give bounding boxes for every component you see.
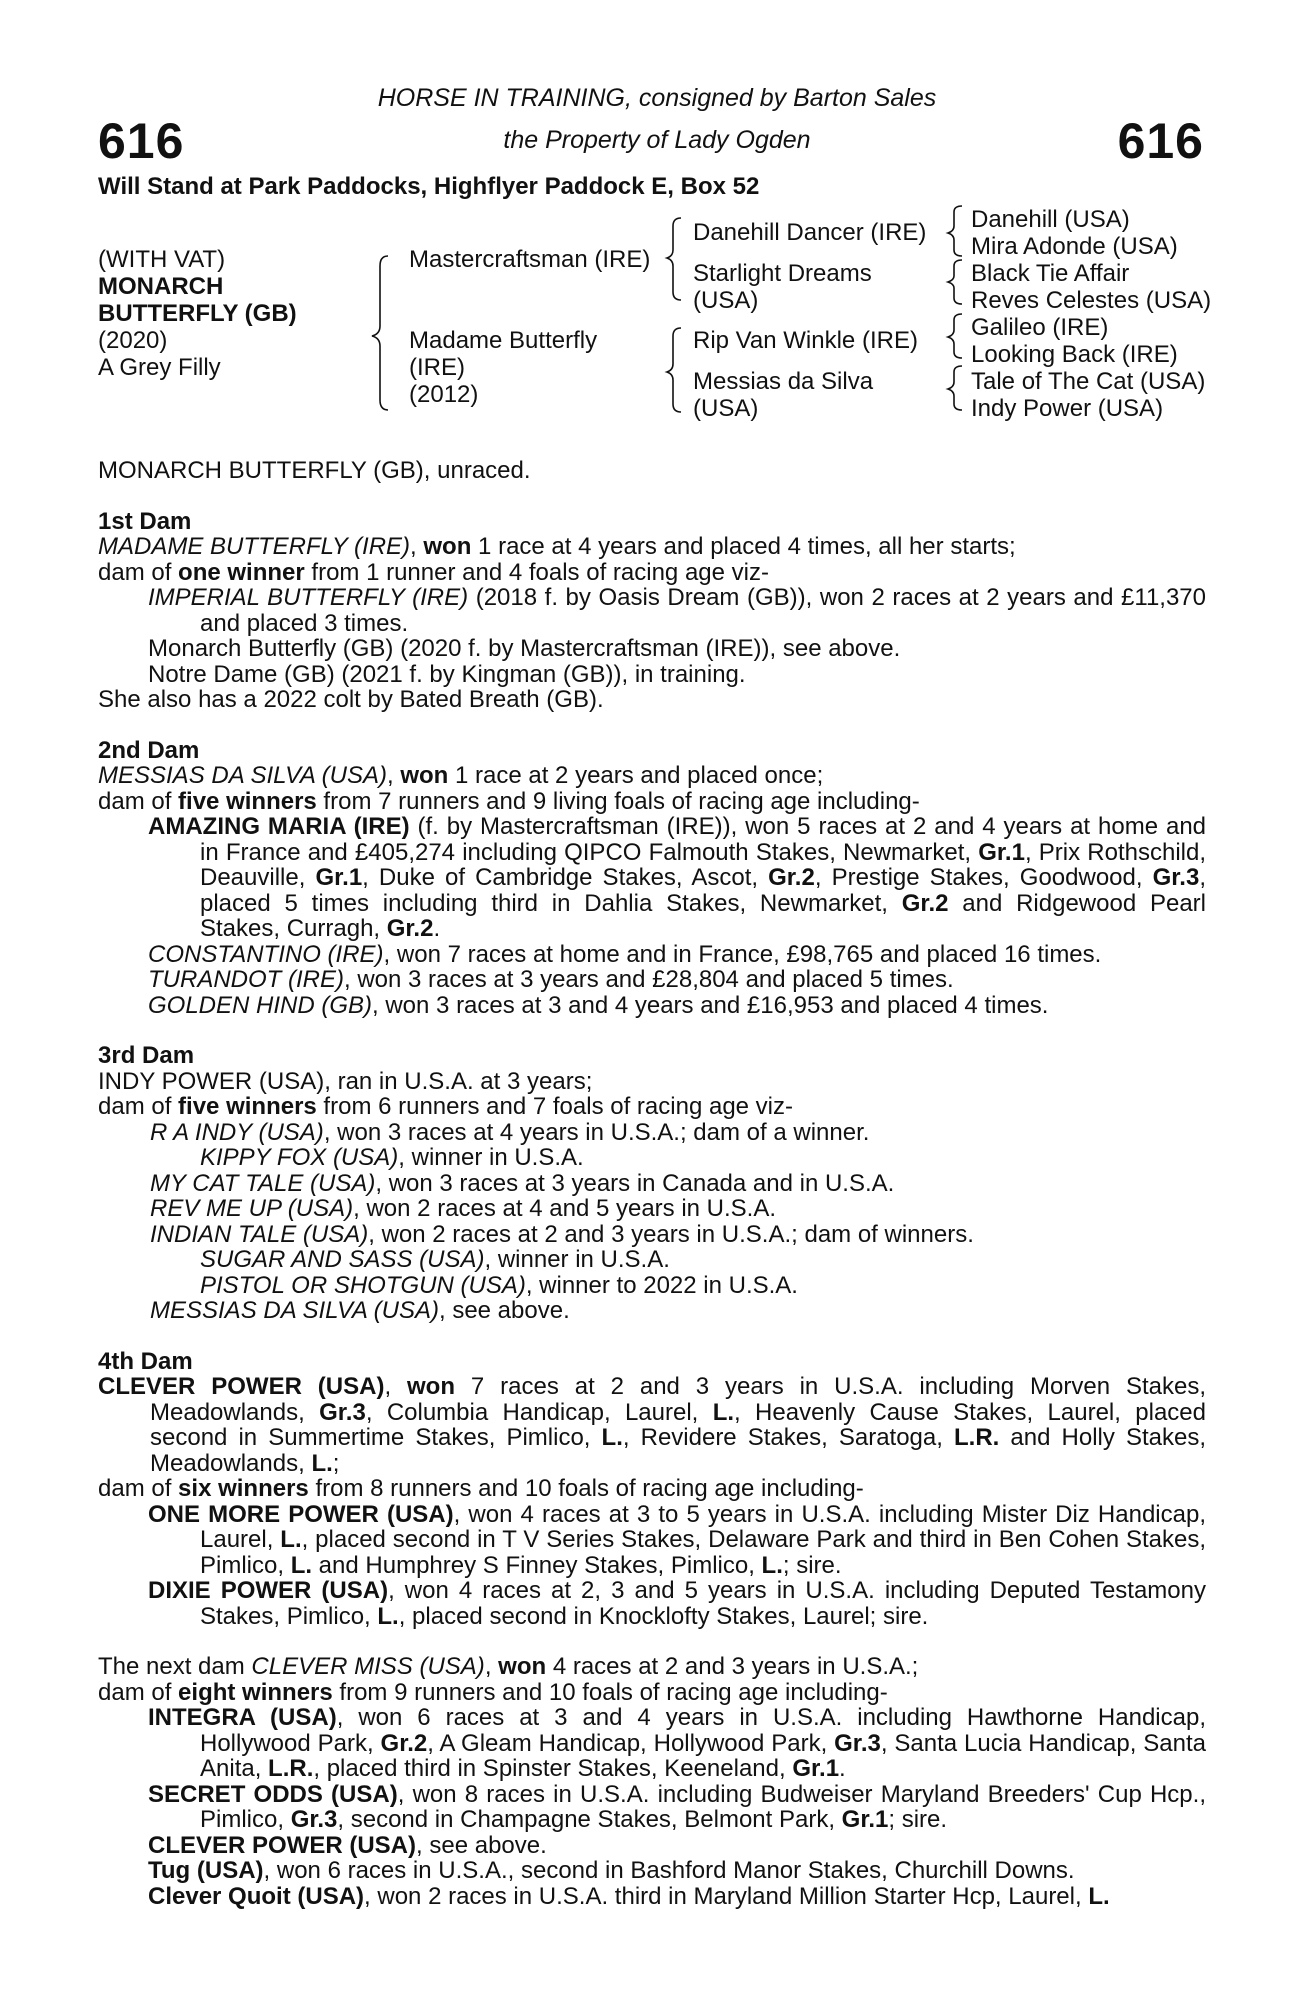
- dam-line: The next dam CLEVER MISS (USA), won 4 races at 2 and 3 years in U.S.A.;: [98, 1653, 919, 1680]
- dam-line3: (2012): [409, 381, 479, 408]
- dam-line: MADAME BUTTERFLY (IRE), won 1 race at 4 years and placed 4 times, all her starts;: [98, 533, 1016, 560]
- dam-dam-line1: Messias da Silva: [693, 368, 874, 395]
- produce-entry: MY CAT TALE (USA), won 3 races at 3 years in Canada and in U.S.A.: [150, 1169, 895, 1197]
- brace-dd: [948, 366, 962, 410]
- produce-entry: TURANDOT (IRE), won 3 races at 3 years and £28,804 and placed 5 times.: [148, 966, 954, 993]
- produce-summary: dam of six winners from 8 runners and 10 foals of racing age including-: [98, 1475, 864, 1502]
- dam-dam-line2: (USA): [693, 395, 759, 422]
- brace-main: [372, 256, 388, 410]
- section-heading: 1st Dam: [98, 507, 192, 535]
- sire-dam-line2: (USA): [693, 287, 759, 314]
- sire-dam-line1: Starlight Dreams: [693, 260, 872, 287]
- section-heading: 2nd Dam: [98, 736, 200, 764]
- first-dam-section: [98, 509, 1206, 713]
- dam-sire-dam: Looking Back (IRE): [971, 341, 1178, 368]
- produce-entry: CLEVER POWER (USA), see above.: [148, 1831, 547, 1859]
- foaling-year: (2020): [98, 327, 168, 354]
- horse-description: A Grey Filly: [98, 354, 221, 381]
- intro-line: MONARCH BUTTERFLY (GB), unraced.: [98, 457, 531, 484]
- third-dam-section: [98, 1043, 1206, 1324]
- sire-sire: Danehill Dancer (IRE): [693, 219, 927, 246]
- sire: Mastercraftsman (IRE): [409, 246, 651, 273]
- dam-dam-sire: Tale of The Cat (USA): [971, 368, 1206, 395]
- fourth-dam-section: [98, 1349, 1206, 1630]
- dam-line: INDY POWER (USA), ran in U.S.A. at 3 years;: [98, 1067, 593, 1095]
- produce-entry: Clever Quoit (USA), won 2 races in U.S.A. third in Maryland Million Starter Hcp, Laurel, L.: [148, 1882, 1110, 1910]
- produce-summary: dam of five winners from 6 runners and 7 foals of racing age viz-: [98, 1093, 794, 1120]
- produce-summary: dam of five winners from 7 runners and 9 living foals of racing age including-: [98, 787, 920, 815]
- dam-line1: Madame Butterfly: [409, 327, 598, 354]
- sire-dam-sire: Black Tie Affair: [971, 260, 1130, 287]
- property-line: the Property of Lady Ogden: [503, 126, 811, 154]
- dam-sire: Rip Van Winkle (IRE): [693, 327, 918, 354]
- produce-entry: R A INDY (USA), won 3 races at 4 years in U.S.A.; dam of a winner.: [150, 1118, 870, 1146]
- produce-summary: dam of eight winners from 9 runners and 10 foals of racing age including-: [98, 1678, 888, 1706]
- dam-line: CLEVER POWER (USA), won 7 races at 2 and 3 years in U.S.A. including Morven Stakes, Meadowlands, Gr.3, Columbia Handicap, Laurel, L., Heavenly Cause Stakes, Laurel, placed second in Summertime Stakes, Pimlico, L., Revidere Stakes, Saratoga, L.R. and Holly Stakes, Meadowlands, L.;: [98, 1373, 1206, 1477]
- sire-sire-dam: Mira Adonde (USA): [971, 233, 1178, 260]
- dam-line: MESSIAS DA SILVA (USA), won 1 race at 2 years and placed once;: [98, 762, 824, 789]
- produce-entry: Tug (USA), won 6 races in U.S.A., second in Bashford Manor Stakes, Churchill Downs.: [148, 1857, 1075, 1884]
- pedigree-notes: [98, 458, 1206, 1909]
- produce-entry: Monarch Butterfly (GB) (2020 f. by Mastercraftsman (IRE)), see above.: [148, 635, 901, 662]
- dam-name: MADAME BUTTERFLY (IRE): [98, 533, 411, 560]
- produce-entry: ONE MORE POWER (USA), won 4 races at 3 to 5 years in U.S.A. including Mister Diz Handicap, Laurel, L., placed second in T V Series Stakes, Delaware Park and third in Ben Cohen Stakes, Pimlico, L. and Humphrey S Finney Stakes, Pimlico, L.; sire.: [148, 1500, 1207, 1579]
- vat-note: (WITH VAT): [98, 246, 226, 273]
- grand-produce-entry: KIPPY FOX (USA), winner in U.S.A.: [200, 1144, 584, 1171]
- brace-sd: [948, 260, 962, 304]
- lot-number-right: 616: [1117, 113, 1204, 169]
- sire-sire-sire: Danehill (USA): [971, 206, 1130, 233]
- stand-location: Will Stand at Park Paddocks, Highflyer Paddock E, Box 52: [98, 173, 760, 200]
- horse-name-line1: MONARCH: [98, 273, 224, 300]
- second-dam-section: [98, 738, 1206, 1019]
- section-heading: 4th Dam: [98, 1347, 193, 1375]
- consignor-line: HORSE IN TRAINING, consigned by Barton Sales: [377, 84, 937, 112]
- dam-sire-sire: Galileo (IRE): [971, 314, 1109, 341]
- brace-ds: [948, 314, 962, 358]
- produce-summary: dam of one winner from 1 runner and 4 foals of racing age viz-: [98, 558, 769, 586]
- produce-entry: Notre Dame (GB) (2021 f. by Kingman (GB)), in training.: [148, 660, 746, 688]
- produce-entry: INDIAN TALE (USA), won 2 races at 2 and 3 years in U.S.A.; dam of winners.: [150, 1220, 974, 1248]
- dam-line2: (IRE): [409, 354, 465, 381]
- produce-entry: AMAZING MARIA (IRE) (f. by Mastercraftsman (IRE)), won 5 races at 2 and 4 years at home and in France and £405,274 including QIPCO Falmouth Stakes, Newmarket, Gr.1, Prix Rothschild, Deauville, Gr.1, Duke of Cambridge Stakes, Ascot, Gr.2, Prestige Stakes, Goodwood, Gr.3, placed 5 times including third in Dahlia Stakes, Newmarket, Gr.2 and Ridgewood Pearl Stakes, Curragh, Gr.2.: [148, 813, 1207, 942]
- produce-entry: REV ME UP (USA), won 2 races at 4 and 5 years in U.S.A.: [150, 1195, 777, 1222]
- produce-entry: DIXIE POWER (USA), won 4 races at 2, 3 and 5 years in U.S.A. including Deputed Testamony Stakes, Pimlico, L., placed second in Knocklofty Stakes, Laurel; sire.: [148, 1577, 1206, 1630]
- dam-dam-dam: Indy Power (USA): [971, 395, 1164, 422]
- brace-sire: [667, 218, 681, 300]
- produce-entry: INTEGRA (USA), won 6 races at 3 and 4 years in U.S.A. including Hawthorne Handicap, Hollywood Park, Gr.2, A Gleam Handicap, Hollywood Park, Gr.3, Santa Lucia Handicap, Santa Anita, L.R., placed third in Spinster Stakes, Keeneland, Gr.1.: [148, 1704, 1206, 1782]
- section-heading: 3rd Dam: [98, 1042, 195, 1069]
- produce-entry: GOLDEN HIND (GB), won 3 races at 3 and 4 years and £16,953 and placed 4 times.: [148, 991, 1049, 1019]
- produce-entry: IMPERIAL BUTTERFLY (IRE) (2018 f. by Oasis Dream (GB)), won 2 races at 2 years and £11,370 and placed 3 times.: [148, 584, 1206, 637]
- produce-entry: SECRET ODDS (USA), won 8 races in U.S.A. including Budweiser Maryland Breeders' Cup Hcp., Pimlico, Gr.3, second in Champagne Stakes, Belmont Park, Gr.1; sire.: [148, 1780, 1206, 1833]
- grand-produce-entry: PISTOL OR SHOTGUN (USA), winner to 2022 in U.S.A.: [200, 1271, 798, 1299]
- lot-number-left: 616: [98, 113, 185, 169]
- horse-name-line2: BUTTERFLY (GB): [98, 300, 297, 327]
- sire-dam-dam: Reves Celestes (USA): [971, 287, 1212, 314]
- brace-ss: [948, 206, 962, 256]
- brace-dam: [667, 328, 681, 412]
- produce-entry: CONSTANTINO (IRE), won 7 races at home and in France, £98,765 and placed 16 times.: [148, 940, 1102, 968]
- grand-produce-entry: SUGAR AND SASS (USA), winner in U.S.A.: [200, 1246, 670, 1273]
- produce-entry: MESSIAS DA SILVA (USA), see above.: [150, 1297, 570, 1324]
- note-line: She also has a 2022 colt by Bated Breath (GB).: [98, 686, 604, 713]
- next-dam-section: [98, 1654, 1206, 1909]
